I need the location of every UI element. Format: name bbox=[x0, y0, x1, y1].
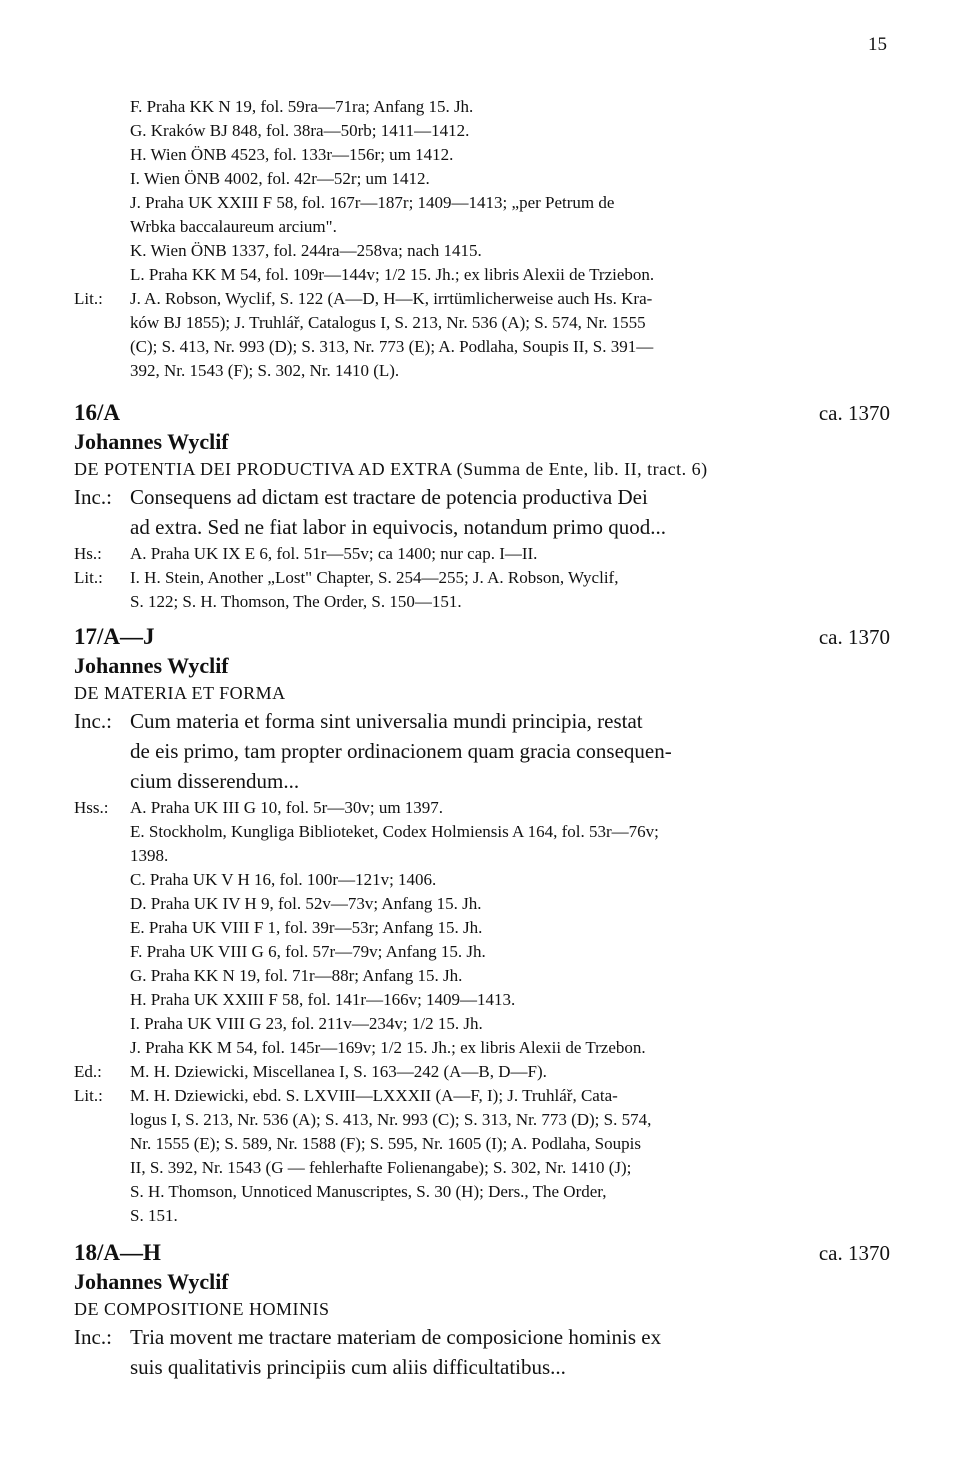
incipit-line: Tria movent me tractare materiam de composicione hominis ex bbox=[130, 1325, 662, 1349]
manuscript-line: G. Kraków BJ 848, fol. 38ra—50rb; 1411—1412. bbox=[130, 121, 470, 140]
entry-title: DE POTENTIA DEI PRODUCTIVA AD EXTRA (Summa de Ente, lib. II, tract. 6) bbox=[74, 459, 708, 479]
manuscript-line: H. Praha UK XXIII F 58, fol. 141r—166v; 1409—1413. bbox=[130, 990, 516, 1009]
edition-line: M. H. Dziewicki, Miscellanea I, S. 163—242 (A—B, D—F). bbox=[130, 1062, 547, 1081]
continuation-manuscripts bbox=[74, 95, 890, 383]
manuscript-line: 1398. bbox=[130, 846, 169, 865]
literature-line: J. A. Robson, Wyclif, S. 122 (A—D, H—K, irrtümlicherweise auch Hs. Kra- bbox=[130, 289, 653, 308]
manuscript-line: F. Praha UK VIII G 6, fol. 57r—79v; Anfang 15. Jh. bbox=[130, 942, 486, 961]
hss-label: Hss.: bbox=[74, 798, 109, 817]
entry-author: Johannes Wyclif bbox=[74, 653, 229, 678]
manuscript-line: I. Praha UK VIII G 23, fol. 211v—234v; 1/2 15. Jh. bbox=[130, 1014, 483, 1033]
incipit-line: de eis primo, tam propter ordinacionem quam gracia consequen- bbox=[130, 739, 672, 763]
entry-title: DE MATERIA ET FORMA bbox=[74, 683, 286, 703]
incipit-line: Cum materia et forma sint universalia mundi principia, restat bbox=[130, 709, 643, 733]
literature-line: logus I, S. 213, Nr. 536 (A); S. 413, Nr. 993 (C); S. 313, Nr. 773 (D); S. 574, bbox=[130, 1110, 652, 1129]
incipit-line: cium disserendum... bbox=[130, 769, 300, 793]
manuscript-line: G. Praha KK N 19, fol. 71r—88r; Anfang 15. Jh. bbox=[130, 966, 463, 985]
entry-number: 18/A—H bbox=[74, 1240, 161, 1265]
literature-line: S. H. Thomson, Unnoticed Manuscriptes, S. 30 (H); Ders., The Order, bbox=[130, 1182, 607, 1201]
manuscript-line: J. Praha KK M 54, fol. 145r—169v; 1/2 15. Jh.; ex libris Alexii de Trzebon. bbox=[130, 1038, 646, 1057]
inc-label: Inc.: bbox=[74, 485, 112, 509]
entry-title: DE COMPOSITIONE HOMINIS bbox=[74, 1299, 330, 1319]
manuscript-line: Wrbka baccalaureum arcium". bbox=[130, 217, 337, 236]
manuscript-line: H. Wien ÖNB 4523, fol. 133r—156r; um 1412. bbox=[130, 145, 454, 164]
entry-author: Johannes Wyclif bbox=[74, 1269, 229, 1294]
manuscript-line: A. Praha UK III G 10, fol. 5r—30v; um 1397. bbox=[130, 798, 444, 817]
manuscript-line: K. Wien ÖNB 1337, fol. 244ra—258va; nach 1415. bbox=[130, 241, 482, 260]
incipit-line: Consequens ad dictam est tractare de potencia productiva Dei bbox=[130, 485, 648, 509]
entry-author: Johannes Wyclif bbox=[74, 429, 229, 454]
manuscript-line: E. Praha UK VIII F 1, fol. 39r—53r; Anfang 15. Jh. bbox=[130, 918, 483, 937]
literature-line: S. 151. bbox=[130, 1206, 178, 1225]
entry-number: 16/A bbox=[74, 400, 120, 425]
lit-label: Lit.: bbox=[74, 568, 103, 587]
manuscript-line: A. Praha UK IX E 6, fol. 51r—55v; ca 1400; nur cap. I—II. bbox=[130, 544, 538, 563]
catalog-entry-18 bbox=[74, 1238, 890, 1382]
lit-label: Lit.: bbox=[74, 1086, 103, 1105]
entry-number: 17/A—J bbox=[74, 624, 155, 649]
literature-line: S. 122; S. H. Thomson, The Order, S. 150—151. bbox=[130, 592, 462, 611]
manuscript-line: D. Praha UK IV H 9, fol. 52v—73v; Anfang 15. Jh. bbox=[130, 894, 482, 913]
manuscript-line: F. Praha KK N 19, fol. 59ra—71ra; Anfang 15. Jh. bbox=[130, 97, 474, 116]
page-number: 15 bbox=[868, 34, 887, 55]
manuscript-line: L. Praha KK M 54, fol. 109r—144v; 1/2 15. Jh.; ex libris Alexii de Trziebon. bbox=[130, 265, 655, 284]
literature-line: 392, Nr. 1543 (F); S. 302, Nr. 1410 (L). bbox=[130, 361, 400, 380]
ed-label: Ed.: bbox=[74, 1062, 102, 1081]
manuscript-line: C. Praha UK V H 16, fol. 100r—121v; 1406. bbox=[130, 870, 437, 889]
entry-date: ca. 1370 bbox=[818, 1241, 890, 1265]
manuscript-line: J. Praha UK XXIII F 58, fol. 167r—187r; 1409—1413; „per Petrum de bbox=[130, 193, 615, 212]
entry-date: ca. 1370 bbox=[818, 401, 890, 425]
manuscript-line: I. Wien ÖNB 4002, fol. 42r—52r; um 1412. bbox=[130, 169, 430, 188]
manuscript-line: E. Stockholm, Kungliga Biblioteket, Codex Holmiensis A 164, fol. 53r—76v; bbox=[130, 822, 659, 841]
lit-label: Lit.: bbox=[74, 289, 103, 308]
incipit-line: ad extra. Sed ne fiat labor in equivocis, notandum primo quod... bbox=[130, 515, 666, 539]
inc-label: Inc.: bbox=[74, 1325, 112, 1349]
catalog-entry-17 bbox=[74, 622, 890, 1228]
entry-date: ca. 1370 bbox=[818, 625, 890, 649]
incipit-line: suis qualitativis principiis cum aliis difficultatibus... bbox=[130, 1355, 566, 1379]
literature-line: II, S. 392, Nr. 1543 (G — fehlerhafte Folienangabe); S. 302, Nr. 1410 (J); bbox=[130, 1158, 632, 1177]
literature-line: I. H. Stein, Another „Lost" Chapter, S. 254—255; J. A. Robson, Wyclif, bbox=[130, 568, 619, 587]
literature-line: M. H. Dziewicki, ebd. S. LXVIII—LXXXII (A—F, I); J. Truhlář, Cata- bbox=[130, 1086, 618, 1105]
literature-line: (C); S. 413, Nr. 993 (D); S. 313, Nr. 773 (E); A. Podlaha, Soupis II, S. 391— bbox=[130, 337, 654, 356]
literature-line: ków BJ 1855); J. Truhlář, Catalogus I, S. 213, Nr. 536 (A); S. 574, Nr. 1555 bbox=[130, 313, 646, 332]
hs-label: Hs.: bbox=[74, 544, 102, 563]
literature-line: Nr. 1555 (E); S. 589, Nr. 1588 (F); S. 595, Nr. 1605 (I); A. Podlaha, Soupis bbox=[130, 1134, 641, 1153]
inc-label: Inc.: bbox=[74, 709, 112, 733]
catalog-entry-16 bbox=[74, 398, 890, 614]
